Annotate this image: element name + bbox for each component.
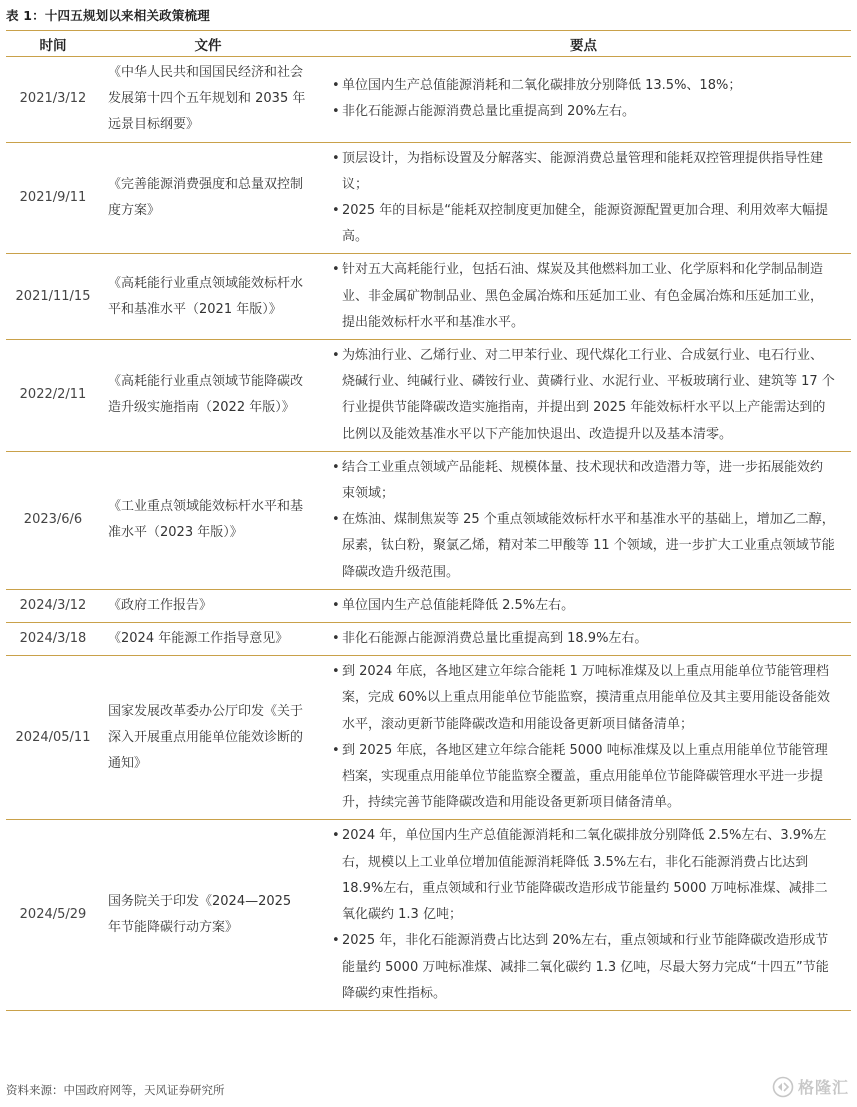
row-document: 《完善能源消费强度和总量双控制度方案》 [100,142,316,254]
row-key-points [316,623,851,656]
row-key-points [316,820,851,1010]
table-row [6,57,851,143]
key-point-bullet: • 顶层设计，为指标设置及分解落实、能源消费总量管理和能耗双控管理提供指导性建议； [332,146,835,198]
row-document: 《高耗能行业重点领域能效标杆水平和基准水平（2021 年版）》 [100,254,316,340]
row-date: 2024/05/11 [6,656,100,820]
policy-table [6,30,851,1011]
key-point-bullet: • 非化石能源占能源消费总量比重提高到 18.9%左右。 [332,626,835,652]
row-key-points [316,254,851,340]
column-header-date: 时间 [6,31,100,57]
row-date: 2021/11/15 [6,254,100,340]
watermark-text: 格隆汇 [797,1078,849,1097]
row-date: 2024/5/29 [6,820,100,1010]
key-point-bullet: • 在炼油、煤制焦炭等 25 个重点领域能效标杆水平和基准水平的基础上，增加乙二醇，尿素，钛白粉，聚氯乙烯，精对苯二甲酸等 11 个领域，进一步扩大工业重点领域节能降碳改造升级范围。 [332,507,835,586]
key-point-bullet: • 单位国内生产总值能源消耗和二氧化碳排放分别降低 13.5%、18%； [332,73,835,99]
key-point-bullet: • 2024 年，单位国内生产总值能源消耗和二氧化碳排放分别降低 2.5%左右、3.9%左右，规模以上工业单位增加值能源消耗降低 3.5%左右，非化石能源消费占比达到 18.9%左右，重点领域和行业节能降碳改造形成节能量约 5000 万吨标准煤、减排二氧化碳约 1.3 亿吨； [332,823,835,928]
table-body [6,57,851,1011]
row-key-points [316,57,851,143]
key-point-bullet: • 2025 年，非化石能源消费占比达到 20%左右，重点领域和行业节能降碳改造形成节能量约 5000 万吨标准煤、减排二氧化碳约 1.3 亿吨，尽最大努力完成“十四五”节能降碳约束性指标。 [332,928,835,1007]
table-row [6,340,851,452]
table-row [6,142,851,254]
row-date: 2024/3/18 [6,623,100,656]
row-key-points [316,340,851,452]
row-key-points [316,451,851,589]
row-document: 《工业重点领域能效标杆水平和基准水平（2023 年版）》 [100,451,316,589]
row-document: 《2024 年能源工作指导意见》 [100,623,316,656]
row-date: 2021/3/12 [6,57,100,143]
table-row [6,451,851,589]
key-point-bullet: • 单位国内生产总值能耗降低 2.5%左右。 [332,593,835,619]
table-title: 表 1：十四五规划以来相关政策梳理 [6,8,210,23]
row-date: 2023/6/6 [6,451,100,589]
key-point-bullet: • 非化石能源占能源消费总量比重提高到 20%左右。 [332,99,835,125]
row-document: 《政府工作报告》 [100,589,316,622]
table-row [6,820,851,1010]
row-key-points [316,142,851,254]
table-row [6,254,851,340]
key-point-bullet: • 结合工业重点领域产品能耗、规模体量、技术现状和改造潜力等，进一步拓展能效约束领域； [332,455,835,507]
column-header-document: 文件 [100,31,316,57]
table-row [6,656,851,820]
column-header-key-points: 要点 [316,31,851,57]
row-key-points [316,589,851,622]
watermark [772,1075,849,1098]
key-point-bullet: • 针对五大高耗能行业，包括石油、煤炭及其他燃料加工业、化学原料和化学制品制造业、非金属矿物制品业、黑色金属冶炼和压延加工业、有色金属冶炼和压延加工业，提出能效标杆水平和基准水平。 [332,257,835,336]
key-point-bullet: • 2025 年的目标是“能耗双控制度更加健全，能源资源配置更加合理、利用效率大幅提高。 [332,198,835,250]
row-date: 2022/2/11 [6,340,100,452]
watermark-logo-icon [772,1076,794,1098]
key-point-bullet: • 为炼油行业、乙烯行业、对二甲苯行业、现代煤化工行业、合成氨行业、电石行业、烧碱行业、纯碱行业、磷铵行业、黄磷行业、水泥行业、平板玻璃行业、建筑等 17 个行业提供节能降碳改造实施指南，并提出到 2025 年能效标杆水平以上产能需达到的比例以及能效基准水平以下产能加快退出、改造提升以及基本清零。 [332,343,835,448]
table-row [6,589,851,622]
row-key-points [316,656,851,820]
table-header-row [6,31,851,57]
row-date: 2021/9/11 [6,142,100,254]
row-document: 国家发展改革委办公厅印发《关于深入开展重点用能单位能效诊断的通知》 [100,656,316,820]
source-note: 资料来源：中国政府网等，天风证券研究所 [6,1083,225,1097]
table-row [6,623,851,656]
row-document: 《中华人民共和国国民经济和社会发展第十四个五年规划和 2035 年远景目标纲要》 [100,57,316,143]
key-point-bullet: • 到 2025 年底，各地区建立年综合能耗 5000 吨标准煤及以上重点用能单位节能管理档案，实现重点用能单位节能监察全覆盖，重点用能单位节能降碳管理水平进一步提升，持续完善节能降碳改造和用能设备更新项目储备清单。 [332,738,835,817]
row-document: 国务院关于印发《2024—2025 年节能降碳行动方案》 [100,820,316,1010]
key-point-bullet: • 到 2024 年底，各地区建立年综合能耗 1 万吨标准煤及以上重点用能单位节能管理档案，完成 60%以上重点用能单位节能监察，摸清重点用能单位及其主要用能设备能效水平，滚动更新节能降碳改造和用能设备更新项目储备清单； [332,659,835,738]
row-document: 《高耗能行业重点领域节能降碳改造升级实施指南（2022 年版）》 [100,340,316,452]
row-date: 2024/3/12 [6,589,100,622]
